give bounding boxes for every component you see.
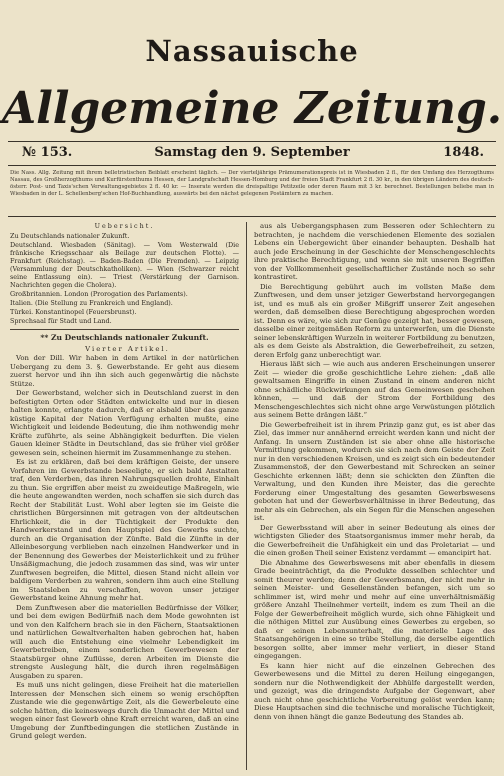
table-of-contents [10,222,239,325]
article-paragraph: Der Gewerbsstand will aber in seiner Bedeutung als eines der wichtigsten Glieder des Staatsorganismus immer mehr herab, da die Gewerbefreiheit die Unfähigkeit ein und das Proletariat — und die einen großen Theil seiner Existenz verdammt — emancipirt hat. [254,523,495,557]
issue-year: 1848. [443,145,484,160]
column-divider [246,222,247,770]
toc-entry: Deutschland. Wiesbaden (Sänitag). — Vom Westerwald (Die fränkische Kriegsschaar als Beilage zur deutschen Flotte). — Frankfurt (Reichstag). — Baden-Baden (Die Fremden). — Leipzig (Versammlung der Deutschkatholiken). — Wien (Schwarzer reicht seine Entlassung ein). — Triest (Verstärkung der Garnison. Nachrichten gegen die Cholera). [10,241,239,289]
article-paragraph: Die Gewerbefreiheit ist in ihrem Prinzip ganz gut, es ist aber das Ziel, das immer nur annähernd erreicht werden kann und nicht der Anfang. In unsern Zuständen ist sie aber ohne alle historische Vermittlung gekommen, wodurch sie sich nach dem Geiste der Zeit nur in den verschiedenen Kreisen, und es zeigt sich ein bedeutender Zusammenstoß, der den Gewerbestand mit Schrecken an seiner Geschichte erkennen läßt; denn sie schickten den Zünften die Verwaltung, und den Kunden ihre Meister, das die gerechte Forderung einer Umgestaltung des gesamten Gewerbswesens geboten hat und der Gewerbsverhältnisse in ihrer Bedeutung, das mehr als ein Gebrechen, als ein Segen für die Menschen angesehen ist. [254,420,495,522]
article-paragraph: Die Abnahme des Gewerbswesens mit aber ebenfalls in diesem Grade beeinträchtigt, da die Produkte desselben schlechter und somit theurer werden; denn der Gewerbsmann, der nicht mehr in seinen Meister- und Gesellenständen befangen, sich um so schlimmer ist, wird mehr und mehr auf eine unverhältnismäßig größere Anzahl Theilnehmer verteilt, indem es zum Theil an die Folge der Gewerbefreiheit möglich wurde, sich ohne Fähigkeit und die nöthigen Mittel zur Ausübung eines Gewerbes zu ergeben, so daß er seinen Lebensunterhalt, die materielle Lage des Staatsangehörigen in eine so trübe Stellung, die derselbe eigentlich besorgen sollte, aber immer mehr verliert, in dieser Stand eingegangen. [254,558,495,660]
toc-entry: Großbritannien. London (Prorogation des Parlaments). [10,290,188,298]
article-paragraph: Dem Zunftwesen aber die materiellen Bedürfnisse der Völker, und bei dem ewigen Bedürfniß nach dem Mode gewohnten ist und von den Kalfchern brach sie in den Fächern, Staatsaktionen und natürlichen Gewaltverhalten haben gebrochen hat, haben will auch die Entstehung eine vielmehr Lebendigkeit im Gewerbetreiben, einem sonderlichen Gewerbewesen der Staatsbürger ohne Zuflüsse, deren Arbeiten im Dienste die strengste Auslegung hält, die durch ihren regelmäßigen Ausgaben zu sparen. [10,603,239,680]
dateline [10,145,494,163]
section-divider [10,329,239,330]
article-paragraph: Es kann hier nicht auf die einzelnen Gebrechen des Gewerbewesens und die Mittel zu deren Heilung eingegangen, sondern nur die Nothwendigkeit der Abhülfe dargestellt werden, und gezeigt, was die dringendste Aufgabe der Gegenwart, aber auch nicht ohne geschichtliche Vorbereitung gelöst werden kann; Diese Hauptsachen sind die technische und moralische Tüchtigkeit, denn von ihnen hängt die ganze Bedeutung des Standes ab. [254,661,495,721]
rule-mid [8,165,496,166]
subscription-notice: Die Nass. Allg. Zeitung mit ihrem belletristischen Beiblatt erscheint täglich. — Der vierteljährige Prämumerationspreis ist in Wiesbaden 2 fl., für den Umfang des Herzogthums Nassau, des Großherzogthums und Kurfürstenthums Hessen, der Landgrafschaft Hessen-Homburg und der freien Stadt Frankfurt 2 fl. 30 kr., in den übrigen Ländern des deutsch-österr. Post- und Taxis'schen Verwaltungsgebietes 2 fl. 40 kr. — Inserate werden die dreispaltige Petitzeile oder deren Raum mit 3 kr. berechnet. Bestellungen beliebe man in Wiesbaden in der L. Schellenberg'schen Hof-Buchhandlung, auswärts bei den nächst gelegenen Postämtern zu machen. [10,170,494,197]
article-paragraph: Es ist zu erklären, daß bei dem kräftigen Geiste, der unsere Vorfahren im Gewerbstande beseeligte, er sich bald Anstalten traf, den Verderben, das ihren Nahrungsquellen drohte, Einhalt zu thun. Sie ergriffen aber meist zu zweideutige Maßregeln, wie die heute angewandten werden, noch schaffen sie sich durch das Recht der Stabilität Lust. Wohl aber legten sie im Geiste die christlichen Bürgersinnen mit getragen von der altdeutschen Ehrlichkeit, die in der Tüchtigkeit der Produkte den Handwerkerstand und den Hauptspiel des Gewerbs suchte, durch an die Organisation der Zünfte. Bald die Zünfte in der Alleinbesorgung verblieben nach einzelnen Handwerker und in der Benennung des Gewerbes der Meisterlichkeit und zu früher Unsäßigmachung, die jedoch zusammen das sind, was wir unter Zunftwesen begreifen, die Mittel, diesen Stand nicht allein vor baldigem Verderben zu wahren, sondern ihm auch eine Stellung im Staatsleben zu verschaffen, wovon unser jetziger Gewerbstand keine Ahnung mehr hat. [10,458,239,602]
masthead-title: Allgemeine Zeitung. [1,83,503,134]
rule-top [8,141,496,142]
toc-entry: Sprechsaal für Stadt und Land. [10,317,112,325]
article-paragraph: Von der Dill. Wir haben in dem Artikel in der natürlichen Uebergang zu dem 3. §. Gewerbstande. Er geht aus diesem zuerst hervor und ihn ihn sich auch gegenwärtig die nächste Stütze. [10,354,239,388]
article-heading: ** Zu Deutschlands nationaler Zukunft. [40,333,209,342]
article-paragraph: aus als Uebergangsphasen zum Besseren oder Schlechtern zu betrachten, je nachdem die verschiedenen Elemente des sozialen Lebens ein Uebergewicht über einander behaupten. Deshalb hat auch jede Erscheinung in der Geschichte der Menschengeschlechts ihre praktische Berechtigung, und wenn sie mit unseren Begriffen von der Vollkommenheit gesellschaftlicher Zustände noch so sehr kontrastiret. [254,222,495,281]
masthead-line1: Nassauische [145,34,359,68]
article-paragraph: Es muß uns nicht gelingen, diese Freiheit hat die materiellen Interessen der Menschen sich einem so wenig erschöpften Zustande wie die gegenwärtige Zeit, als die Gewerbeleute eine solche hätten, die keineswegs durch die Unmacht der Mittel und wegen einer fast Gewerb ohne Kraft erreicht waren, daß an eine Umgebung der Zunftbedingungen die stetlichen Zustände in Grund gelegt werden. [10,681,239,740]
toc-entry: Italien. (Die Stellung zu Frankreich und England). [10,299,173,307]
toc-entry: Türkei. Konstantinopel (Feuersbrunst). [10,308,137,316]
article-subheading: Vierter Artikel. [85,344,170,353]
left-column [10,222,239,770]
toc-entry: Zu Deutschlands nationaler Zukunft. [10,232,130,240]
article-paragraph: Hieraus läßt sich — wie auch aus anderen Erscheinungen unserer Zeit — wieder die große geschichtliche Lehre ziehen: „daß alle gewaltsamen Eingriffe in einen Zustand in einem anderen nicht ohne schädliche Rückwirkungen auf das Gemeinwesen geschehen können, — und daß der Strom der Fortbildung des Menschengeschlechtes sich nicht ohne arge Verwüstungen plötzlich aus seinem Bette drängen läßt.“ [254,360,495,419]
rule-bottom [8,216,496,217]
issue-number: № 153. [22,145,73,160]
article-paragraph: Der Gewerbstand, welcher sich in Deutschland zuerst in den befestigten Orten oder Städten entwickelte und nur in diesen halten konnte, erlangte dadurch, daß er alsbald über das ganze küstige Kapital der Nation Verfügung erhalten mußte, eine Wichtigkeit und leidende Bedeutung, die ihm nothwendig mehr Kräfte zuführte, als seine Abhängigkeit bedurften. Die vielen Gauen kleiner Städte in Deutschland, das sie früher viel größer gewesen sein, scheinen hiermit im Zusammenhange zu stehen. [10,389,239,457]
issue-date: Samstag den 9. September [154,145,350,160]
toc-heading: Uebersicht. [94,222,155,230]
right-column [254,222,495,770]
article-paragraph: Die Berechtigung gebührt auch im vollsten Maße dem Zunftwesen, und dem unser jetziger Gewerbstand hervorgegangen ist, und es muß als ein großer Mißgriff unserer Zeit angesehen werden, daß demselben diese Berechtigung abgesprochen worden ist. Denn es wäre, wie sich zur Genüge gezeigt hat, besser gewesen, dasselbe einer zeitgemäßen Reform zu unterwerfen, um die Dienste seiner lebenskräftigen Wurzeln in weiterer Fortbildung zu benutzen, als es dem Geiste als Abstraktion, die Gewerbefreiheit, zu setzen, deren Erfolg ganz unberechtigt war. [254,282,495,359]
